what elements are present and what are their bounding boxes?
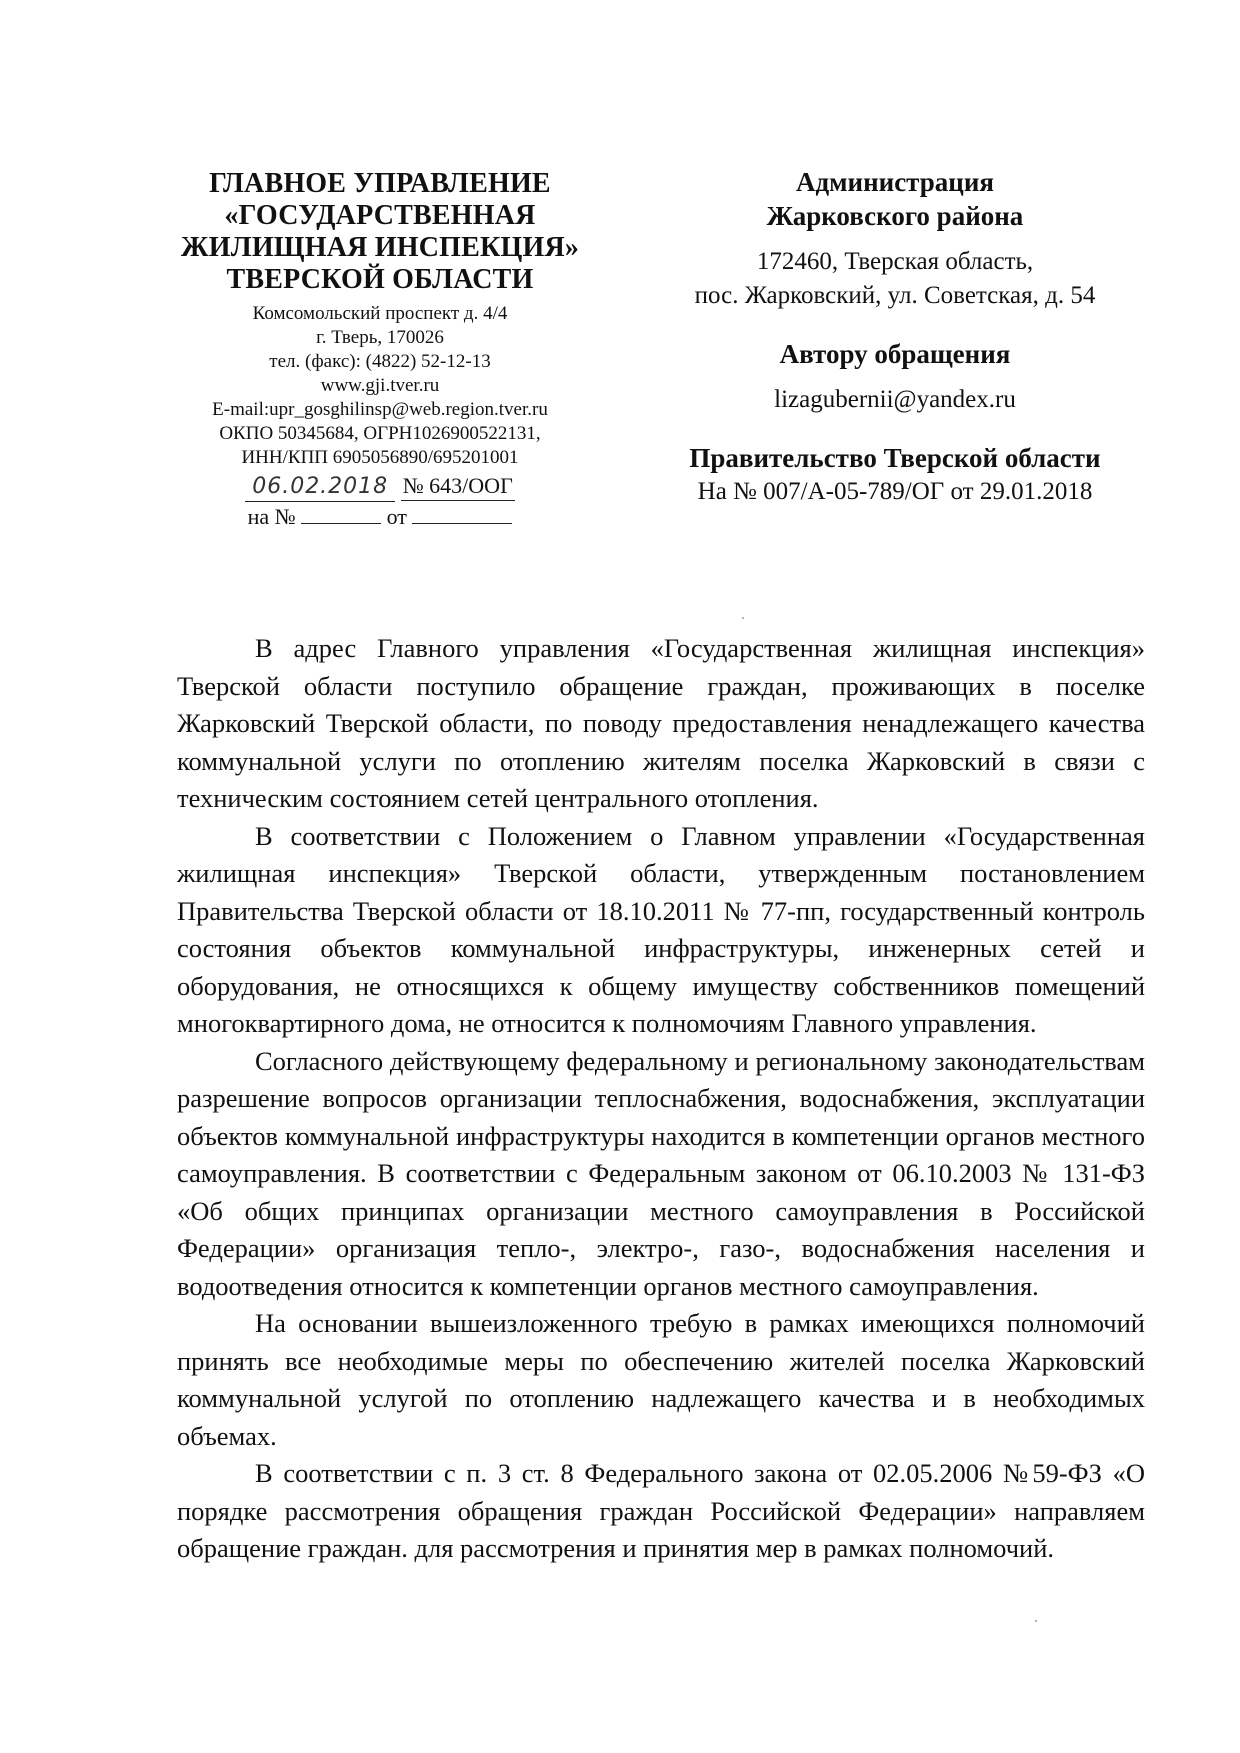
- spacer: [650, 371, 1140, 383]
- sender-letterhead: [160, 168, 600, 532]
- recipients-block: [650, 165, 1140, 509]
- admin-address-line: 172460, Тверская область,: [756, 248, 1034, 275]
- reference-prefix: на №: [247, 504, 296, 529]
- recipient-admin-title: [650, 165, 1140, 233]
- sender-city: г. Тверь, 170026: [316, 327, 444, 348]
- org-line: ТВЕРСКОЙ ОБЛАСТИ: [226, 264, 534, 295]
- admin-address-line: пос. Жарковский, ул. Советская, д. 54: [694, 282, 1096, 309]
- org-line: ЖИЛИЩНАЯ ИНСПЕКЦИЯ»: [180, 232, 580, 263]
- scan-speck: [1035, 1620, 1037, 1622]
- sender-address: Комсомольский проспект д. 4/4: [252, 303, 508, 324]
- body-paragraph: В соответствии с п. 3 ст. 8 Федерального закона от 02.05.2006 №59-ФЗ «О порядке рассмотрения обращения граждан Российской Федерации» направляем обращение граждан. для рассмотрения и принятия мер в рамках полномочий.: [177, 1458, 1145, 1563]
- admin-title-line: Администрация: [795, 167, 995, 197]
- org-line: ГЛАВНОЕ УПРАВЛЕНИЕ: [209, 168, 551, 199]
- spacer: [650, 233, 1140, 245]
- recipient-admin-address: [650, 245, 1140, 313]
- body-paragraph: На основании вышеизложенного требую в рамках имеющихся полномочий принять все необходимые меры по обеспечению жителей поселка Жарковский коммунальной услугой по отоплению надлежащего качества и в необходимых объемах.: [177, 1308, 1145, 1451]
- gov-title: Правительство Тверской области: [689, 443, 1101, 473]
- letter-body: [177, 630, 1145, 1568]
- sender-codes-line2: ИНН/КПП 6905056890/695201001: [241, 447, 519, 468]
- body-paragraph: Согласного действующему федеральному и региональному законодательствам разрешение вопросов организации теплоснабжения, водоснабжения, эксплуатации объектов коммунальной инфраструктуры находится в компетенции органов местного самоуправления. В соответствии с Федеральным законом от 06.10.2003 № 131-ФЗ «Об общих принципах организации местного самоуправления в Российской Федерации» организация тепло-, электро-, газо-, водоснабжения населения и водоотведения относится к компетенции органов местного самоуправления.: [177, 1045, 1145, 1301]
- reference-line: [160, 502, 600, 532]
- reference-date-blank: [412, 503, 512, 524]
- org-line: «ГОСУДАРСТВЕННАЯ: [224, 200, 536, 231]
- body-paragraph: В адрес Главного управления «Государственная жилищная инспекция» Тверской области поступило обращение граждан, проживающих в поселке Жарковский Тверской области, по поводу предоставления ненадлежащего качества коммунальной услуги по отоплению жителям поселка Жарковский в связи с техническим состоянием сетей центрального отопления.: [177, 633, 1145, 813]
- recipient-author-email: [650, 383, 1140, 417]
- author-title: Автору обращения: [779, 339, 1011, 369]
- sender-contacts: [160, 302, 600, 470]
- recipient-author-title: [650, 337, 1140, 371]
- sender-website: www.gji.tver.ru: [320, 375, 440, 396]
- registration-date: 06.02.2018: [245, 473, 395, 502]
- admin-title-line: Жарковского района: [766, 201, 1024, 231]
- registration-number: № 643/ООГ: [401, 472, 515, 501]
- gov-reference: На № 007/А-05-789/ОГ от 29.01.2018: [697, 478, 1093, 505]
- sender-phone: тел. (факс): (4822) 52-12-13: [269, 351, 491, 372]
- registration-line: [160, 472, 600, 502]
- reference-number-blank: [301, 503, 381, 524]
- sender-organization-name: [160, 168, 600, 296]
- recipient-gov-reference: [650, 475, 1140, 509]
- reference-from-label: от: [386, 504, 407, 529]
- sender-email: E-mail:upr_gosghilinsp@web.region.tver.ru: [212, 399, 548, 420]
- body-paragraph: В соответствии с Положением о Главном управлении «Государственная жилищная инспекция» Тверской области, утвержденным постановлением Правительства Тверской области от 18.10.2011 № 77-пп, государственный контроль состояния объектов коммунальной инфраструктуры, инженерных сетей и оборудования, не относящихся к общему имуществу собственников помещений многоквартирного дома, не относится к полномочиям Главного управления.: [177, 820, 1145, 1038]
- spacer: [650, 417, 1140, 441]
- spacer: [650, 313, 1140, 337]
- scan-speck: [742, 617, 744, 619]
- sender-codes-line1: ОКПО 50345684, ОГРН1026900522131,: [219, 423, 541, 444]
- recipient-gov-title: [650, 441, 1140, 475]
- author-email: lizagubernii@yandex.ru: [774, 386, 1016, 413]
